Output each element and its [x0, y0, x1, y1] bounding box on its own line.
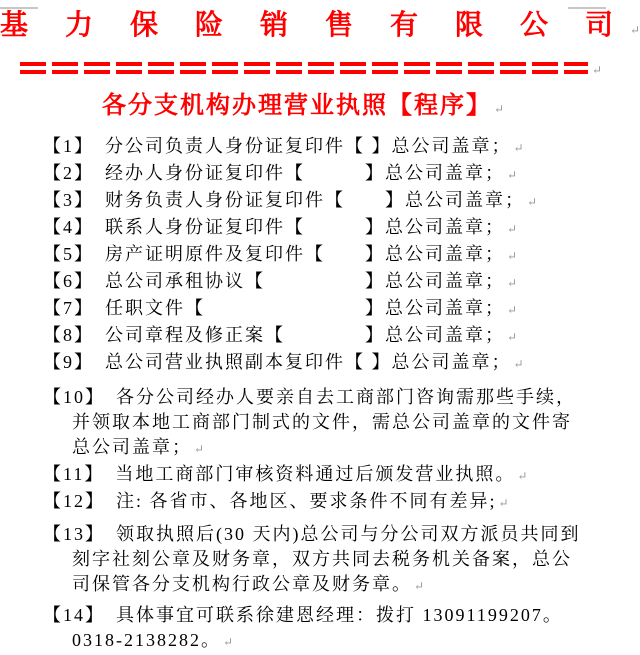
item-number: 【13】: [43, 524, 105, 544]
paragraph-mark-icon: ↵: [498, 496, 509, 510]
item-first-line: [43, 215, 606, 242]
paragraph-mark-icon: ↵: [507, 168, 518, 182]
item-number: 【12】: [43, 491, 105, 511]
section-heading-text: 各分支机构办理营业执照【程序】: [101, 93, 492, 119]
separator-bottom-line: [20, 70, 588, 74]
item-number: 【10】: [43, 387, 105, 407]
paragraph-mark-icon: ↵: [194, 442, 205, 456]
item-text: 房产证明原件及复印件【 】总公司盖章；: [105, 244, 505, 264]
item-text: 总公司营业执照副本复印件【 】总公司盖章；: [105, 352, 512, 372]
item-first-line: [43, 462, 606, 489]
item-text: 各分公司经办人要亲自去工商部门咨询需那些手续，: [116, 387, 576, 407]
paragraph-mark-icon: ↵: [507, 276, 518, 290]
list-item: [43, 134, 606, 161]
item-number: 【11】: [43, 464, 105, 484]
item-first-line: [43, 269, 606, 296]
item-text: 总公司盖章；: [72, 437, 192, 457]
list-item: [43, 269, 606, 296]
list-item: [43, 489, 606, 516]
item-text: 任职文件【 】总公司盖章；: [105, 298, 505, 318]
item-continuation-line: [72, 547, 606, 572]
item-text: 并领取本地工商部门制式的文件，需总公司盖章的文件寄: [72, 412, 572, 432]
item-text: 财务负责人身份证复印件【 】总公司盖章；: [105, 190, 525, 210]
item-text: 当地工商部门审核资料通过后颁发营业执照。: [115, 464, 516, 484]
paragraph-mark-icon: ↵: [507, 249, 518, 263]
paragraph-mark-icon: ↵: [513, 357, 524, 371]
paragraph-mark-icon: ↵: [507, 222, 518, 236]
item-continuation-line: [72, 435, 606, 462]
separator-top-line: [20, 62, 588, 66]
item-first-line: [43, 385, 606, 410]
list-item: [43, 603, 606, 655]
page-margin-corner-mark-left: [0, 7, 38, 9]
item-number: 【4】: [43, 217, 94, 237]
item-text: 总公司承租协议【 】总公司盖章；: [105, 271, 505, 291]
item-first-line: [43, 323, 606, 350]
item-number: 【1】: [43, 136, 94, 156]
item-continuation-line: [72, 628, 606, 655]
item-text: 联系人身份证复印件【 】总公司盖章；: [105, 217, 505, 237]
paragraph-mark-icon: ↵: [630, 23, 640, 37]
procedure-list: [43, 134, 606, 655]
paragraph-mark-icon: ↵: [493, 102, 505, 116]
list-item: [43, 522, 606, 599]
item-text: 0318-2138282。: [72, 630, 221, 650]
item-continuation-line: [72, 572, 606, 599]
list-item: [43, 385, 606, 462]
item-text: 司保管各分支机构行政公章及财务章。: [72, 574, 412, 594]
item-number: 【2】: [43, 163, 94, 183]
list-item: [43, 350, 606, 377]
double-line-separator: [20, 62, 602, 77]
item-first-line: [43, 489, 606, 516]
paragraph-mark-icon: ↵: [527, 195, 538, 209]
paragraph-mark-icon: ↵: [513, 141, 524, 155]
list-item: [43, 242, 606, 269]
item-text: 公司章程及修正案【 】总公司盖章；: [105, 325, 505, 345]
item-first-line: [43, 161, 606, 188]
item-text: 注: 各省市、各地区、要求条件不同有差异;: [116, 491, 497, 511]
item-number: 【14】: [43, 605, 105, 625]
item-first-line: [43, 242, 606, 269]
item-number: 【7】: [43, 298, 94, 318]
paragraph-mark-icon: ↵: [223, 635, 234, 649]
paragraph-mark-icon: ↵: [517, 469, 528, 483]
list-item: [43, 462, 606, 489]
document-page: [0, 6, 640, 650]
paragraph-mark-icon: ↵: [591, 63, 602, 77]
document-title: [0, 6, 640, 50]
item-first-line: [43, 350, 606, 377]
paragraph-mark-icon: ↵: [507, 330, 518, 344]
paragraph-mark-icon: ↵: [414, 579, 425, 593]
list-item: [43, 161, 606, 188]
section-heading: [0, 92, 606, 123]
item-text: 刻字社刻公章及财务章，双方共同去税务机关备案，总公: [72, 549, 572, 569]
paragraph-mark-icon: ↵: [507, 303, 518, 317]
item-continuation-line: [72, 410, 606, 435]
item-number: 【8】: [43, 325, 94, 345]
item-first-line: [43, 188, 606, 215]
item-number: 【5】: [43, 244, 94, 264]
item-number: 【6】: [43, 271, 94, 291]
item-text: 分公司负责人身份证复印件【 】总公司盖章；: [105, 136, 512, 156]
list-item: [43, 188, 606, 215]
item-text: 经办人身份证复印件【 】总公司盖章；: [105, 163, 505, 183]
item-first-line: [43, 522, 606, 547]
item-number: 【3】: [43, 190, 94, 210]
item-text: 具体事宜可联系徐建恩经理：拨打 13091199207。: [116, 605, 563, 625]
item-first-line: [43, 603, 606, 628]
item-number: 【9】: [43, 352, 94, 372]
list-item: [43, 215, 606, 242]
document-title-text: 基 力 保 险 销 售 有 限 公 司: [0, 10, 629, 41]
item-first-line: [43, 296, 606, 323]
list-item: [43, 323, 606, 350]
item-first-line: [43, 134, 606, 161]
item-text: 领取执照后(30 天内)总公司与分公司双方派员共同到: [116, 524, 581, 544]
list-item: [43, 296, 606, 323]
page-margin-corner-mark-right: [568, 7, 606, 9]
